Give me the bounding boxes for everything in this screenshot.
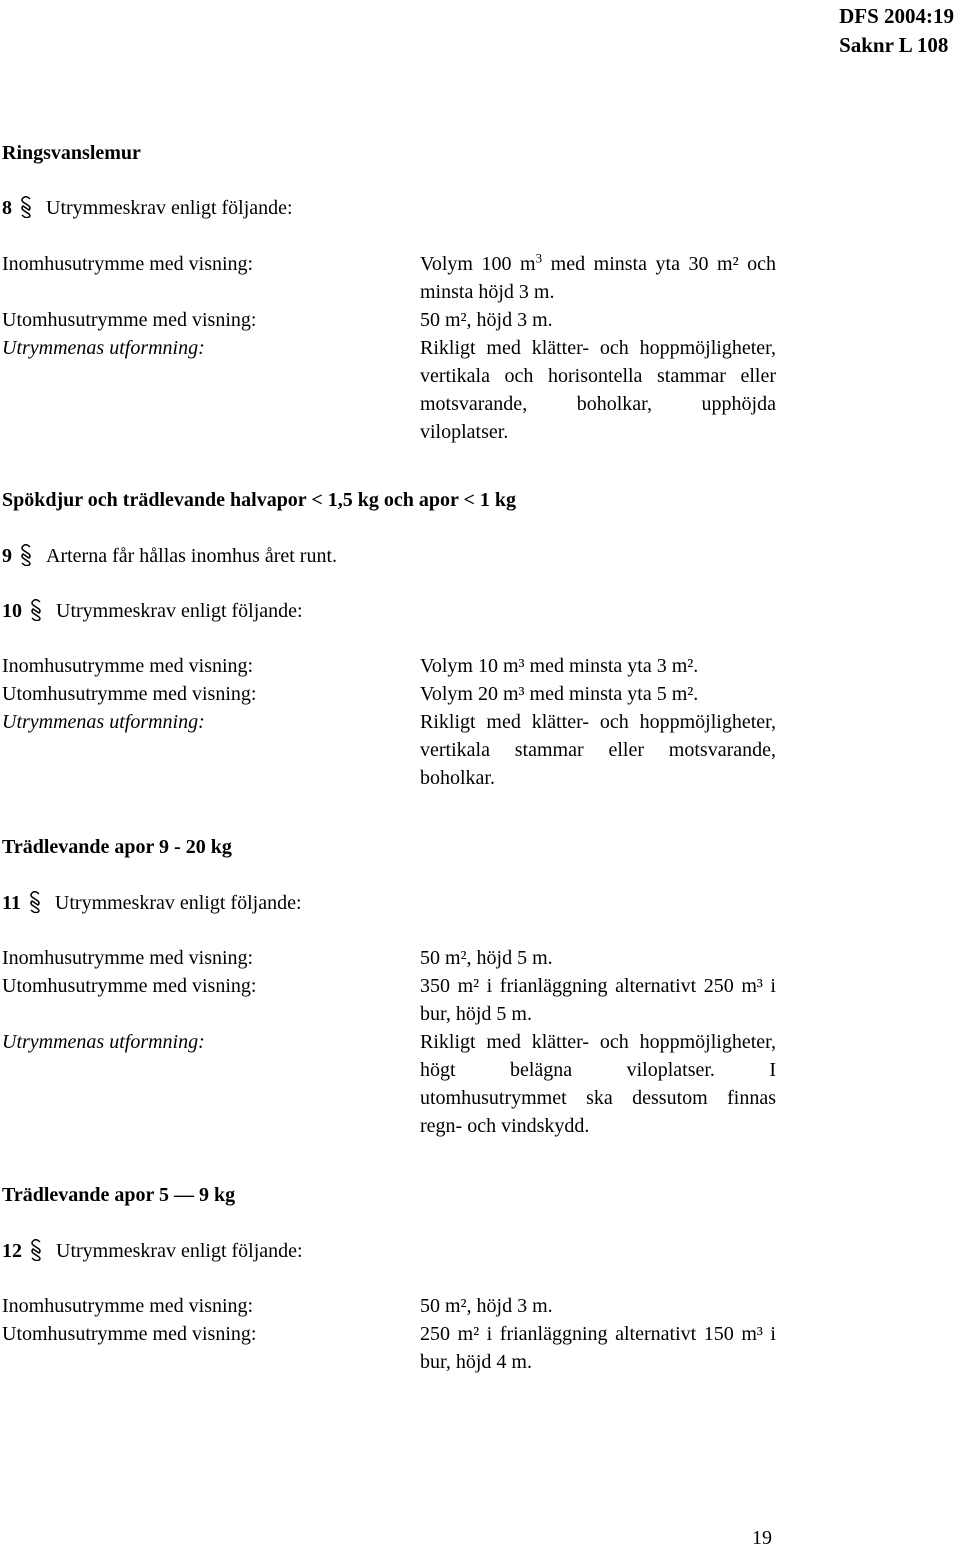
outdoor-value: Volym 20 m³ med minsta yta 5 m². bbox=[420, 683, 699, 705]
indoor-value: Volym 10 m³ med minsta yta 3 m². bbox=[420, 655, 699, 677]
outdoor-label: Utomhusutrymme med visning: bbox=[2, 683, 257, 705]
indoor-value-sup: 3 bbox=[535, 250, 543, 266]
design-value: Rikligt med klätter- och hoppmöjligheter, vertikala stammar eller motsvarande, boholkar. bbox=[420, 711, 776, 789]
section-heading: Ringsvanslemur bbox=[2, 142, 141, 164]
outdoor-label: Utomhusutrymme med visning: bbox=[2, 309, 257, 331]
paragraph-text: Arterna får hållas inomhus året runt. bbox=[46, 545, 338, 567]
indoor-value-text-2: med minsta yta 30 m² och minsta höjd 3 m. bbox=[420, 253, 776, 303]
section-heading: Spökdjur och trädlevande halvapor < 1,5 kg och apor < 1 kg bbox=[2, 489, 517, 511]
design-label: Utrymmenas utformning: bbox=[2, 337, 205, 359]
outdoor-label: Utomhusutrymme med visning: bbox=[2, 975, 257, 997]
paragraph bbox=[2, 542, 337, 570]
paragraph bbox=[2, 889, 302, 917]
indoor-value: 50 m², höjd 5 m. bbox=[420, 947, 553, 969]
section-sign-icon bbox=[29, 891, 41, 913]
paragraph-text: Utrymmeskrav enligt följande: bbox=[56, 1240, 303, 1262]
paragraph-number: 12 bbox=[2, 1240, 22, 1262]
paragraph-number: 11 bbox=[2, 892, 21, 914]
paragraph-text: Utrymmeskrav enligt följande: bbox=[54, 892, 302, 914]
outdoor-value: 250 m² i frianläggning alternativt 150 m³ i bur, höjd 4 m. bbox=[420, 1323, 776, 1373]
case-number: Saknr L 108 bbox=[839, 33, 949, 57]
indoor-value bbox=[420, 250, 776, 306]
design-label: Utrymmenas utformning: bbox=[2, 1031, 205, 1053]
outdoor-value: 50 m², höjd 3 m. bbox=[420, 309, 553, 331]
page-number: 19 bbox=[752, 1527, 772, 1549]
indoor-label: Inomhusutrymme med visning: bbox=[2, 253, 254, 275]
indoor-label: Inomhusutrymme med visning: bbox=[2, 655, 254, 677]
design-value: Rikligt med klätter- och hoppmöjligheter, vertikala och horisontella stammar eller motsvarande, boholkar, upphöjda viloplatser. bbox=[420, 337, 776, 443]
outdoor-label: Utomhusutrymme med visning: bbox=[2, 1323, 257, 1345]
paragraph-number: 9 bbox=[2, 545, 12, 567]
indoor-label: Inomhusutrymme med visning: bbox=[2, 947, 254, 969]
document-header bbox=[839, 2, 954, 60]
section-sign-icon bbox=[30, 599, 42, 621]
section-sign-icon bbox=[20, 196, 32, 218]
indoor-value: 50 m², höjd 3 m. bbox=[420, 1295, 553, 1317]
section-heading: Trädlevande apor 9 - 20 kg bbox=[2, 836, 232, 858]
document-id: DFS 2004:19 bbox=[839, 4, 954, 28]
paragraph-text: Utrymmeskrav enligt följande: bbox=[56, 600, 303, 622]
design-value: Rikligt med klätter- och hoppmöjligheter, högt belägna viloplatser. I utomhusutrymmet ska dessutom finnas regn- och vindskydd. bbox=[420, 1031, 776, 1137]
paragraph-number: 10 bbox=[2, 600, 22, 622]
indoor-value-text: Volym 100 m bbox=[420, 253, 536, 275]
indoor-label: Inomhusutrymme med visning: bbox=[2, 1295, 254, 1317]
paragraph bbox=[2, 597, 303, 625]
paragraph bbox=[2, 1237, 303, 1265]
paragraph-number: 8 bbox=[2, 197, 12, 219]
section-heading: Trädlevande apor 5 — 9 kg bbox=[2, 1184, 236, 1206]
section-sign-icon bbox=[30, 1239, 42, 1261]
outdoor-value: 350 m² i frianläggning alternativt 250 m³ i bur, höjd 5 m. bbox=[420, 975, 776, 1025]
section-sign-icon bbox=[20, 544, 32, 566]
paragraph bbox=[2, 194, 293, 222]
paragraph-text: Utrymmeskrav enligt följande: bbox=[46, 197, 293, 219]
design-label: Utrymmenas utformning: bbox=[2, 711, 205, 733]
